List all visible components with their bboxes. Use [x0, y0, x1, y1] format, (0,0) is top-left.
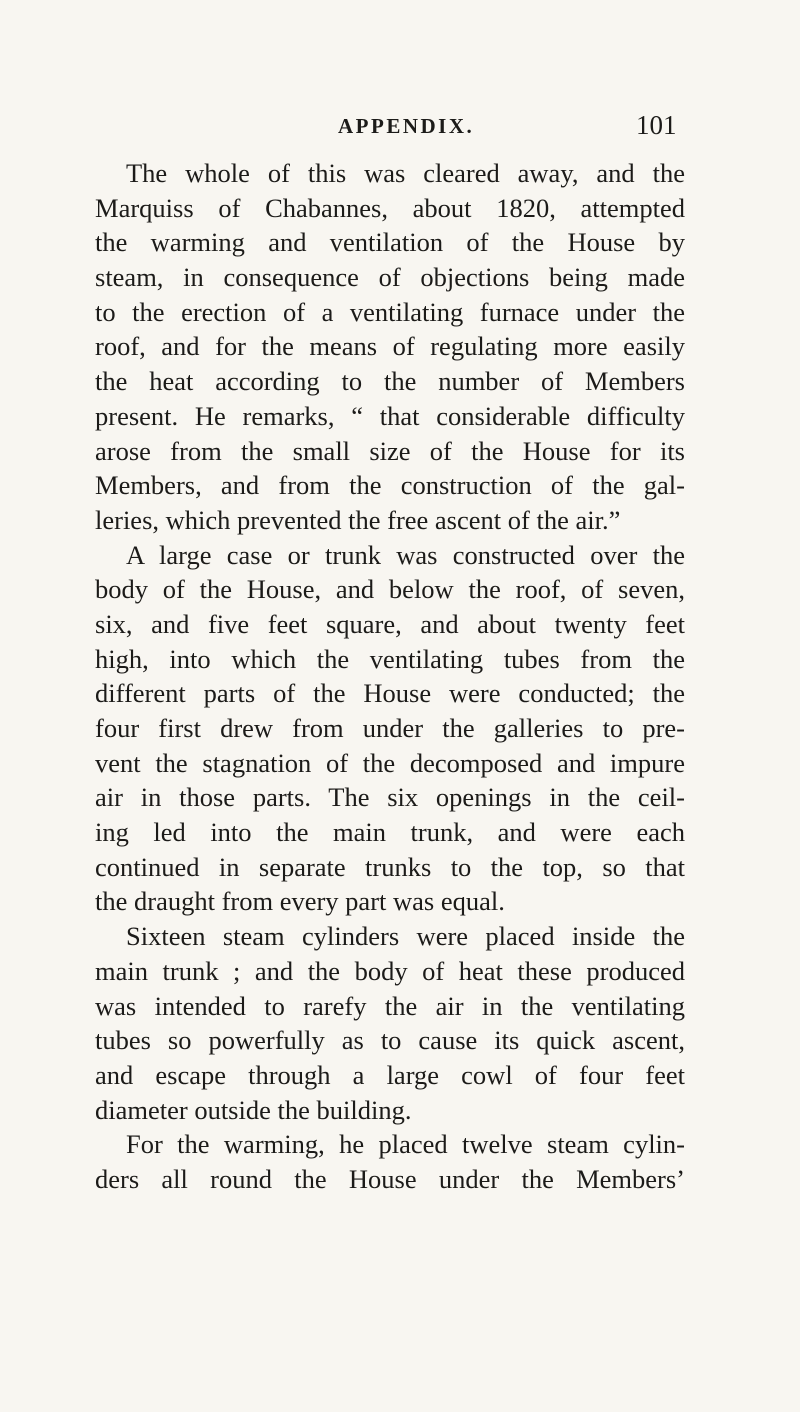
- text-line: the draught from every part was equal.: [95, 886, 505, 917]
- text-line: For the warming, he placed twelve steam cylin-: [126, 1129, 685, 1160]
- text-line: the warming and ventilation of the House by: [95, 227, 685, 258]
- text-line: present. He remarks, “ that considerable difficulty: [95, 400, 685, 431]
- text-line: Members, and from the construction of the gal-: [95, 470, 685, 501]
- page-header: [0, 108, 800, 142]
- text-line: roof, and for the means of regulating more easily: [95, 331, 685, 362]
- text-line: air in those parts. The six openings in the ceil-: [95, 782, 685, 813]
- text-line: different parts of the House were conducted; the: [95, 678, 685, 709]
- body-text: [95, 156, 685, 1197]
- text-line: to the erection of a ventilating furnace under the: [95, 296, 685, 327]
- text-line: ders all round the House under the Members’: [95, 1163, 685, 1194]
- running-head: APPENDIX.: [338, 114, 475, 138]
- text-line: and escape through a large cowl of four feet: [95, 1059, 685, 1090]
- text-line: continued in separate trunks to the top, so that: [95, 851, 685, 882]
- text-line: Sixteen steam cylinders were placed inside the: [126, 921, 685, 952]
- text-line: The whole of this was cleared away, and the: [126, 158, 685, 188]
- text-line: arose from the small size of the House for its: [95, 435, 685, 466]
- text-line: diameter outside the building.: [95, 1094, 412, 1125]
- text-line: the heat according to the number of Members: [95, 366, 685, 397]
- text-line: body of the House, and below the roof, of seven,: [95, 574, 685, 605]
- text-line: vent the stagnation of the decomposed and impure: [95, 747, 685, 778]
- text-line: steam, in consequence of objections being made: [95, 262, 685, 293]
- text-line: six, and five feet square, and about twenty feet: [95, 608, 685, 639]
- text-line: A large case or trunk was constructed over the: [126, 539, 685, 570]
- text-line: tubes so powerfully as to cause its quick ascent,: [95, 1025, 685, 1056]
- text-line: Marquiss of Chabannes, about 1820, attempted: [95, 192, 685, 223]
- text-line: leries, which prevented the free ascent of the air.”: [95, 504, 621, 535]
- text-line: main trunk ; and the body of heat these produced: [95, 955, 685, 986]
- text-line: high, into which the ventilating tubes from the: [95, 643, 685, 674]
- text-line: was intended to rarefy the air in the ventilating: [95, 990, 685, 1021]
- text-line: four first drew from under the galleries to pre-: [95, 713, 685, 743]
- page-number: 101: [636, 110, 677, 140]
- text-line: ing led into the main trunk, and were each: [95, 817, 685, 848]
